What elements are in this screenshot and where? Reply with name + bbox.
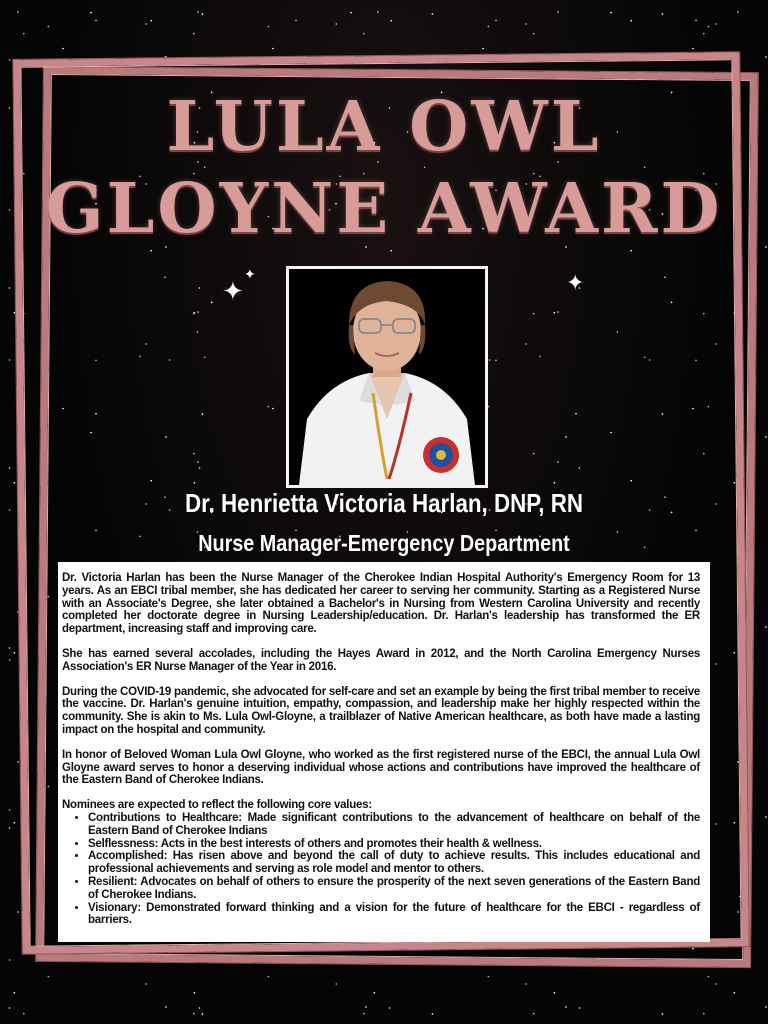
portrait-photo-icon [289,269,485,485]
core-value-item: • Resilient: Advocates on behalf of others to ensure the prosperity of the next seven generations of the Eastern Band of Cherokee Indians. [88,876,700,902]
honoree-name: Dr. Henrietta Victoria Harlan, DNP, RN [184,488,584,518]
covid-paragraph: During the COVID-19 pandemic, she advocated for self-care and set an example by being the first tribal member to receive the vaccine. Dr. Harlan's genuine intuition, empathy, compassion, and leadership make her highly respected within the community. She is akin to Ms. Lula Owl-Gloyne, a trailblazer of Native American healthcare, as both have made a lasting impact on the hospital and community. [62,685,700,736]
honoree-photo [286,266,488,488]
accolades-paragraph: She has earned several accolades, including the Hayes Award in 2012, and the North Carolina Emergency Nurses Association's ER Nurse Manager of the Year in 2016. [62,647,700,673]
sparkle-icon: ✦ [244,266,256,282]
core-values-intro: Nominees are expected to reflect the following core values: [62,799,372,812]
award-title-line2: GLOYNE AWARD [45,169,723,249]
core-value-item: • Selflessness: Acts in the best interests of others and promotes their health & wellness. [88,838,700,851]
award-honor-paragraph: In honor of Beloved Woman Lula Owl Gloyne, who worked as the first registered nurse of the EBCI, the annual Lula Owl Gloyne award serves to honor a deserving individual whose actions and contributions have improved the healthcare of the Eastern Band of Cherokee Indians. [62,748,700,787]
description-panel [58,562,710,942]
honoree-role: Nurse Manager-Emergency Department [198,530,570,556]
award-title-line1: LULA OWL [166,87,602,167]
sparkle-icon: ✦ [222,276,244,306]
award-title [0,86,768,250]
core-value-item: • Contributions to Healthcare: Made significant contributions to the advancement of healthcare on behalf of the Eastern Band of Cherokee Indians [88,812,700,838]
bio-paragraph: Dr. Victoria Harlan has been the Nurse Manager of the Cherokee Indian Hospital Authority's Emergency Room for 13 years. As an EBCI tribal member, she has dedicated her career to serving her community. Starting as a Registered Nurse with an Associate's Degree, she later obtained a Bachelor's in Nursing from Western Carolina University and recently completed her doctorate degree in Nursing Leadership/education. Dr. Harlan's leadership has transformed the ER department, increasing staff and improving care. [62,572,700,636]
core-value-item: • Visionary: Demonstrated forward thinking and a vision for the future of healthcare for the EBCI - regardless of barriers. [88,902,700,928]
sparkle-icon: ✦ [566,270,585,295]
core-values-list [62,812,700,927]
core-value-item: • Accomplished: Has risen above and beyond the call of duty to achieve results. This includes educational and professional achievements and serving as role model and mentor to others. [88,850,700,876]
